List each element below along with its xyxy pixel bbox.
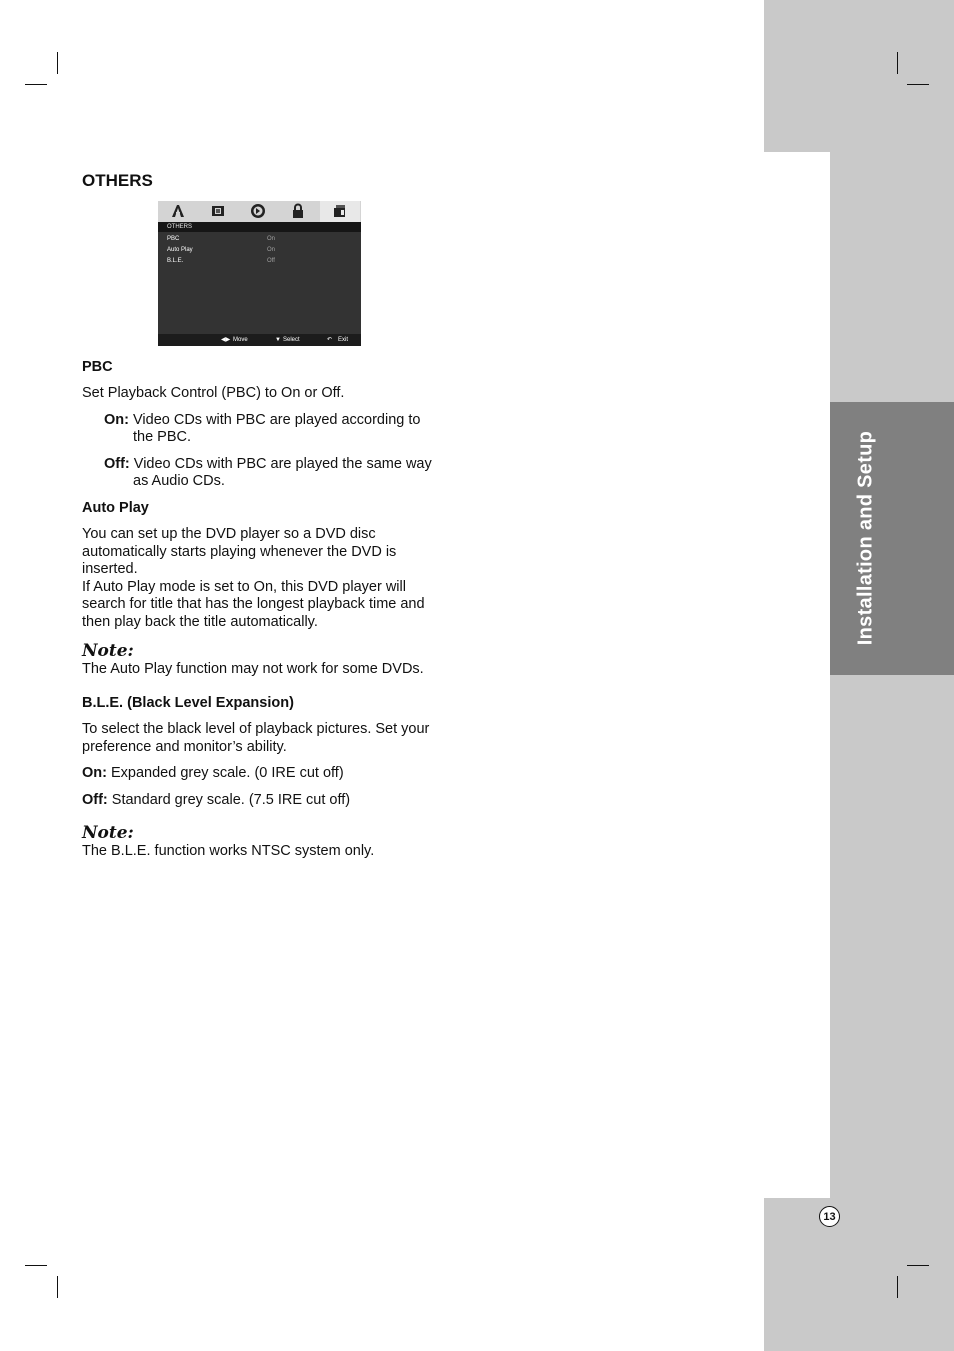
ble-off-text: Standard grey scale. (7.5 IRE cut off) xyxy=(111,791,351,808)
crop-mark xyxy=(25,1265,47,1266)
menu-row-label: Auto Play xyxy=(167,246,193,253)
language-icon xyxy=(158,201,198,222)
ble-on xyxy=(82,765,442,783)
section-tab-title: Installation and Setup xyxy=(854,430,877,646)
others-menu-screenshot xyxy=(158,201,361,346)
pbc-off xyxy=(82,456,442,491)
menu-row-auto-play xyxy=(167,245,357,256)
side-band xyxy=(830,152,954,1198)
main-content xyxy=(82,172,442,861)
left-right-arrows-icon: ◀▶ xyxy=(221,336,231,343)
pbc-on-label: On: xyxy=(104,411,129,428)
ble-on-label: On: xyxy=(82,765,107,781)
auto-play-heading: Auto Play xyxy=(82,499,149,516)
crop-mark xyxy=(907,84,929,85)
pbc-on xyxy=(82,412,442,447)
menu-footer xyxy=(158,334,361,346)
others-icon xyxy=(320,201,360,222)
ble-note-title: Note: xyxy=(82,823,134,843)
auto-play-note-title: Note: xyxy=(82,641,134,661)
pbc-intro: Set Playback Control (PBC) to On or Off. xyxy=(82,385,345,401)
pbc-off-label: Off: xyxy=(104,455,130,472)
audio-icon xyxy=(238,201,278,222)
menu-row-pbc xyxy=(167,234,357,245)
page-number: 13 xyxy=(819,1206,840,1227)
menu-row-ble xyxy=(167,256,357,267)
menu-row-label: PBC xyxy=(167,235,180,242)
menu-row-value: On xyxy=(267,235,276,242)
ble-heading: B.L.E. (Black Level Expansion) xyxy=(82,694,294,711)
auto-play-para2: If Auto Play mode is set to On, this DVD player will search for title that has the longest playback time and then play back the title automatically. xyxy=(82,578,425,630)
crop-mark xyxy=(57,1276,58,1298)
return-icon: ↶ xyxy=(327,336,333,343)
crop-mark xyxy=(897,1276,898,1298)
ble-on-text: Expanded grey scale. (0 IRE cut off) xyxy=(111,765,344,781)
pbc-heading: PBC xyxy=(82,358,113,375)
crop-mark xyxy=(25,84,47,85)
menu-row-value: Off xyxy=(267,257,275,264)
footer-exit: Exit xyxy=(338,336,349,343)
menu-icon-bar xyxy=(158,201,361,222)
ble-off xyxy=(82,792,442,810)
section-title: OTHERS xyxy=(82,171,153,190)
ble-note-text: The B.L.E. function works NTSC system only. xyxy=(82,843,375,859)
crop-mark xyxy=(907,1265,929,1266)
display-icon xyxy=(198,201,238,222)
menu-header: OTHERS xyxy=(158,222,361,232)
down-arrow-icon: ▼ xyxy=(275,336,281,343)
crop-mark xyxy=(897,52,898,74)
auto-play-para1: You can set up the DVD player so a DVD disc automatically starts playing whenever the DVD is inserted. xyxy=(82,526,397,577)
side-band-bottom xyxy=(764,1198,954,1351)
crop-mark xyxy=(57,52,58,74)
side-band-top xyxy=(764,0,954,152)
ble-intro: To select the black level of playback pictures. Set your preference and monitor’s ability. xyxy=(82,721,430,755)
footer-select: Select xyxy=(283,336,300,343)
footer-move: Move xyxy=(233,336,248,343)
pbc-on-text: Video CDs with PBC are played according to the PBC. xyxy=(133,411,421,445)
pbc-off-text: Video CDs with PBC are played the same way as Audio CDs. xyxy=(133,455,432,489)
menu-row-label: B.L.E. xyxy=(167,257,184,264)
section-tab xyxy=(830,402,954,675)
lock-icon xyxy=(278,201,318,222)
ble-off-label: Off: xyxy=(82,791,108,808)
menu-row-value: On xyxy=(267,246,276,253)
auto-play-note-text: The Auto Play function may not work for some DVDs. xyxy=(82,661,424,677)
